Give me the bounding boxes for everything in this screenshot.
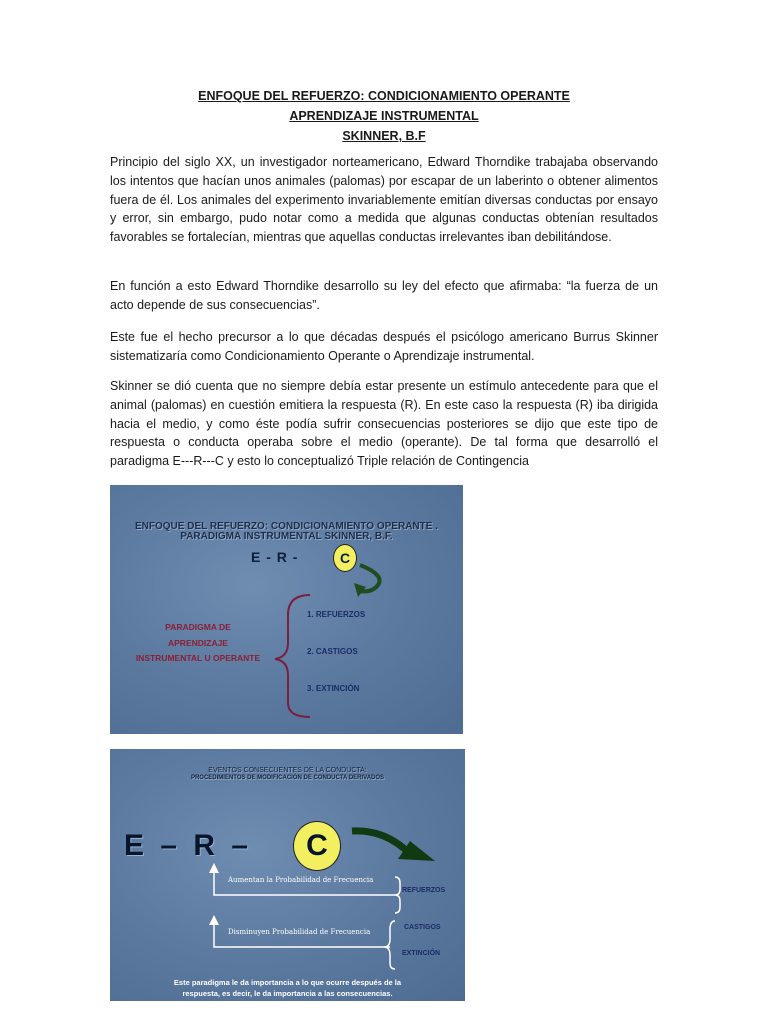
slide2-erc-text: E – R –: [124, 829, 253, 862]
slide2-title-line-2: PROCEDIMIENTOS DE MODIFICACIÓN DE CONDUCTA DERIVADOS: [190, 775, 385, 781]
paragraph-triple-contingency: Skinner se dió cuenta que no siempre debía estar presente un estímulo antecedente para que el animal (palomas) en cuestión emitiera la respuesta (R). En este caso la respuesta (R) iba dirigida hacia el medio, y como éste podía sufrir consecuencias posteriores se dijo que este tipo de respuesta o conducta operaba sobre el medio (operante). De tal forma que desarrolló el paradigma E---R---C y esto lo conceptualizó Triple relación de Contingencia: [110, 379, 658, 469]
slide1-c-circle: C: [333, 544, 357, 572]
slide1-title-line-1: ENFOQUE DEL REFUERZO: CONDICIONAMIENTO OPERANTE .: [135, 521, 438, 532]
paradigm-line-2: APRENDIZAJE: [168, 638, 228, 648]
slide2-graphics: [110, 749, 465, 1001]
brace-icon: [275, 595, 310, 717]
label-extincion: EXTINCIÓN: [402, 950, 441, 957]
slide1-erc-text: E - R -: [251, 549, 299, 565]
slide-consequences-image: [110, 749, 465, 1001]
slide-paradigm-image: [110, 485, 463, 734]
paragraph-skinner-precursor: Este fue el hecho precursor a lo que décadas después el psicólogo americano Burrus Skinner sistematizaría como Condicionamiento Operante o Aprendizaje instrumental.: [110, 330, 658, 363]
title-line-3: SKINNER, B.F: [342, 129, 426, 143]
slide1-title-line-2: PARADIGMA INSTRUMENTAL SKINNER, B.F.: [180, 531, 393, 542]
paradigm-line-1: PARADIGMA DE: [165, 622, 231, 632]
slide2-footer-line-1: Este paradigma le da importancia a lo que ocurre después de la: [173, 978, 402, 987]
title-line-1: ENFOQUE DEL REFUERZO: CONDICIONAMIENTO OPERANTE: [198, 89, 570, 103]
document-header: [110, 86, 658, 146]
big-arrow-icon: [352, 831, 410, 854]
slide2-title-line-1: EVENTOS CONSECUENTES DE LA CONDUCTA:: [208, 767, 367, 774]
title-line-2: APRENDIZAJE INSTRUMENTAL: [289, 109, 479, 123]
slide2-c-circle: C: [293, 821, 341, 871]
label-refuerzos: REFUERZOS: [402, 887, 446, 894]
paragraph-thorndike: Principio del siglo XX, un investigador norteamericano, Edward Thorndike trabajaba observando los intentos que hacían unos animales (palomas) por escapar de un laberinto o obtener alimentos fuera de él. Los animales del experimento invariablemente emitían diversas conductas por ensayo y error, sin embargo, pudo notar como a medida que algunas conductas obtenían resultados favorables se fortalecían, mientras que aquellas conductas irrelevantes iban debilitándose.: [110, 155, 658, 245]
paragraph-law-of-effect: En función a esto Edward Thorndike desarrollo su ley del efecto que afirmaba: “la fuerza de un acto depende de sus consecuencias”.: [110, 279, 658, 312]
item-extincion: 3. EXTINCIÓN: [307, 684, 360, 693]
increase-probability-text: Aumentan la Probabilidad de Frecuencia: [228, 876, 374, 884]
paradigm-line-3: INSTRUMENTAL U OPERANTE: [135, 653, 261, 663]
slide2-footer-line-2: respuesta, es decir, le da importancia a las consecuencias.: [182, 989, 393, 998]
label-castigos: CASTIGOS: [404, 924, 441, 931]
item-refuerzos: 1. REFUERZOS: [307, 610, 366, 619]
item-castigos: 2. CASTIGOS: [307, 647, 358, 656]
decrease-probability-text: Disminuyen Probabilidad de Frecuencia: [228, 928, 371, 936]
